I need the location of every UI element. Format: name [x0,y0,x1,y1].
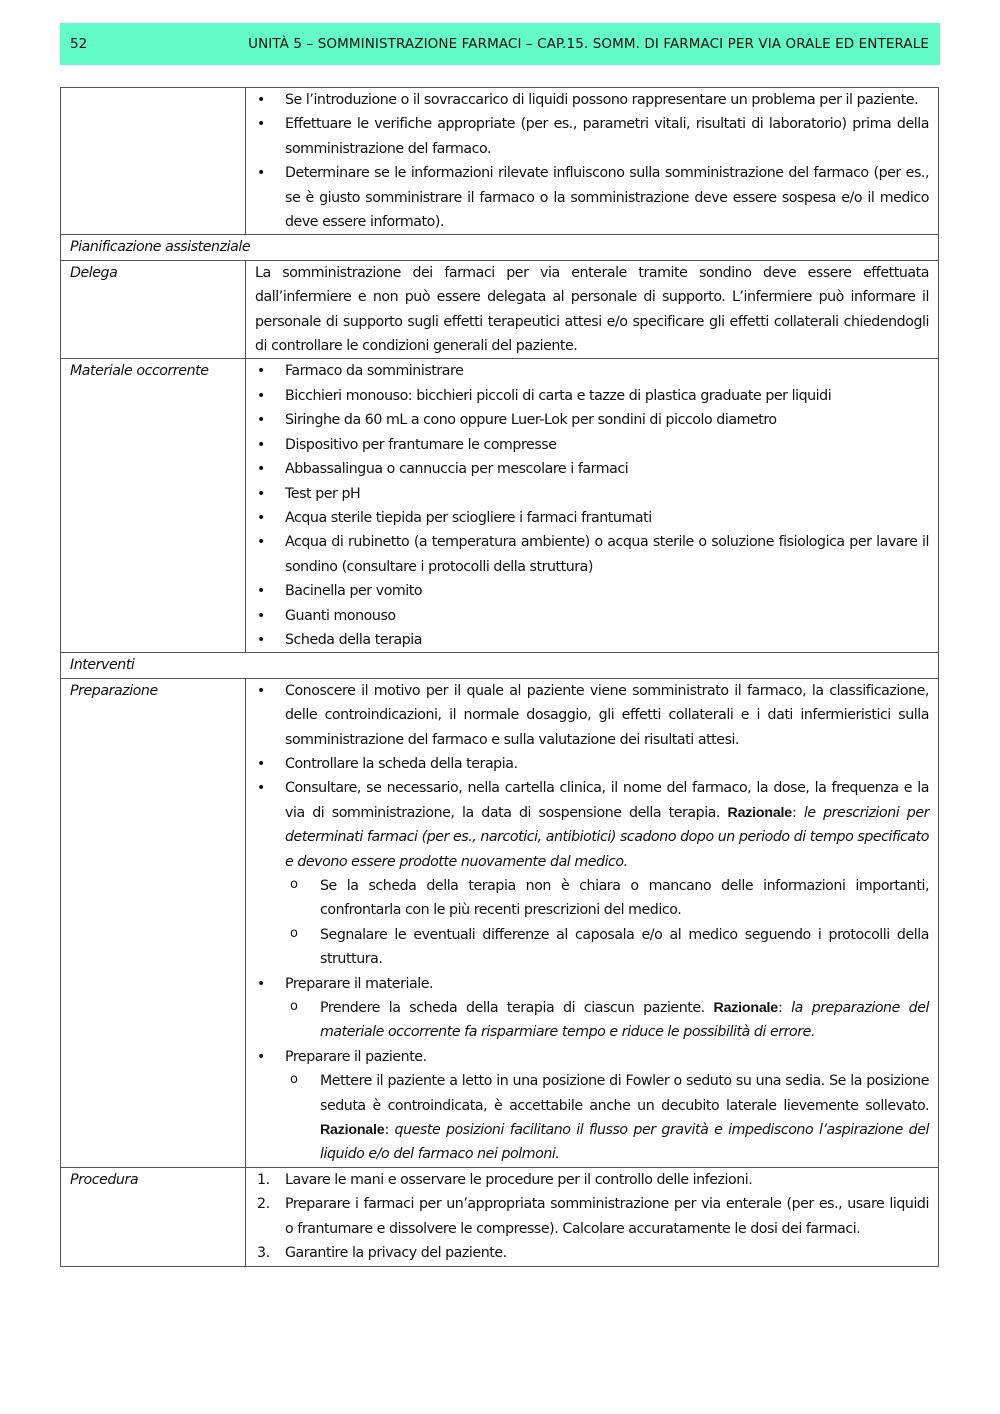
sub-list-item: o Prendere la scheda della terapia di ciascun paziente. Razionale: la preparazione del materiale occorrente fa risparmiare tempo e riduce le possibilità di errore. [255,996,929,1045]
section-heading-interventi: Interventi [61,653,939,678]
list-item: • Bicchieri monouso: bicchieri piccoli di carta e tazze di plastica graduate per liquidi [255,384,929,408]
sub-list-item: o Segnalare le eventuali differenze al caposala e/o al medico seguendo i protocolli della struttura. [255,923,929,972]
list-item: • Acqua di rubinetto (a temperatura ambiente) o acqua sterile o soluzione fisiologica per lavare il sondino (consultare i protocolli della struttura) [255,530,929,579]
delega-text: La somministrazione dei farmaci per via enterale tramite sondino deve essere effettuata dall’infermiere e non può essere delegata al personale di supporto. L’infermiere può informare il personale di supporto sugli effetti terapeutici attesi e/o specificare gli effetti collaterali chiedendogli di controllare le condizioni generali del paziente. [255,264,929,355]
list-item: • Guanti monouso [255,604,929,628]
step-text: Lavare le mani e osservare le procedure per il controllo delle infezioni. [285,1171,753,1188]
list-item: • Se l’introduzione o il sovraccarico di liquidi possono rappresentare un problema per il paziente. [255,88,929,112]
step-text: Garantire la privacy del paziente. [285,1245,507,1262]
section-heading-pianificazione: Pianificazione assistenziale [61,235,939,260]
sub-list [255,996,929,1045]
step-item [255,1241,929,1265]
list-item: • Abbassalingua o cannuccia per mescolare i farmaci [255,457,929,481]
step-item [255,1192,929,1241]
content-cell [246,1167,939,1266]
razionale-label: Razionale [727,804,792,821]
list-item: • Test per pH [255,482,929,506]
item-text: Mettere il paziente a letto in una posizione di Fowler o seduto su una sedia. Se la posizione seduta è controindicata, è accettabile anche un decubito laterale lievemente sollevato. [320,1073,929,1114]
step-text: Preparare i farmaci per un’appropriata somministrazione per via enterale (per es., usare liquidi o frantumare e dissolvere le compresse). Calcolare accuratamente le dosi dei farmaci. [285,1196,929,1237]
razionale-text: queste posizioni facilitano il flusso per gravità e impediscono l’aspirazione del liquido e/o del farmaco nei polmoni. [320,1122,929,1163]
table-row [61,1167,939,1266]
razionale-text: le prescrizioni per determinati farmaci (per es., narcotici, antibiotici) scadono dopo un periodo di tempo specificato e devono essere prodotte nuovamente dal medico. [285,804,930,870]
row-label-materiale: Materiale occorrente [61,359,246,653]
content-cell [246,678,939,1167]
materiale-list [255,359,929,652]
step-number: 3. [257,1245,270,1262]
list-item: • Scheda della terapia [255,628,929,652]
list-item: • Acqua sterile tiepida per sciogliere i farmaci frantumati [255,506,929,530]
sub-list [255,874,929,972]
sub-list [255,1069,929,1167]
page-number: 52 [70,36,88,52]
table-row [61,678,939,1167]
chapter-title: UNITÀ 5 – SOMMINISTRAZIONE FARMACI – CAP.15. SOMM. DI FARMACI PER VIA ORALE ED ENTERALE [248,36,929,52]
list-item: • Farmaco da somministrare [255,359,929,383]
item-text: Prendere la scheda della terapia di ciascun paziente. [320,1000,705,1017]
row-label-delega: Delega [61,260,246,359]
list-item [255,1045,929,1167]
list-item [255,972,929,1045]
razionale-label: Razionale [713,1000,778,1017]
step-number: 2. [257,1196,270,1213]
list-item: • Effettuare le verifiche appropriate (per es., parametri vitali, risultati di laboratorio) prima della somministrazione del farmaco. [255,112,929,161]
razionale-text: la preparazione del materiale occorrente fa risparmiare tempo e riduce le possibilità di errore. [320,1000,930,1041]
sub-list-item: o Se la scheda della terapia non è chiara o mancano delle informazioni importanti, confrontarla con le più recenti prescrizioni del medico. [255,874,929,923]
step-item [255,1168,929,1192]
table-row [61,235,939,260]
list-item: • Bacinella per vomito [255,579,929,603]
razionale-label: Razionale [320,1122,385,1139]
procedure-table [60,87,939,1267]
content-cell [246,359,939,653]
step-number: 1. [257,1171,270,1188]
list-item: • Determinare se le informazioni rilevate influiscono sulla somministrazione del farmaco (per es., se è giusto somministrare il farmaco o la somministrazione deve essere sospesa e/o il medico deve essere informato). [255,161,929,234]
assessment-list [255,88,929,234]
item-text: Preparare il paziente. [285,1048,427,1065]
item-text: Consultare, se necessario, nella cartella clinica, il nome del farmaco, la dose, la frequenza e la via di somministrazione, la data di sospensione della terapia. [285,780,929,821]
row-label-preparazione: Preparazione [61,678,246,1167]
content-cell [246,260,939,359]
sub-list-item: o Mettere il paziente a letto in una posizione di Fowler o seduto su una sedia. Se la posizione seduta è controindicata, è accettabile anche un decubito laterale lievemente sollevato. Razionale: queste posizioni facilitano il flusso per gravità e impediscono l’aspirazione del liquido e/o del farmaco nei polmoni. [255,1069,929,1167]
table-row [61,359,939,653]
page-header [60,23,940,65]
label-cell-empty [61,88,246,235]
list-item: • Consultare, se necessario, nella cartella clinica, il nome del farmaco, la dose, la frequenza e la via di somministrazione, la data di sospensione della terapia. Razionale: le prescrizioni per determinati farmaci (per es., narcotici, antibiotici) scadono dopo un periodo di tempo specificato e devono essere prodotte nuovamente dal medico. o Se la scheda della terapia non è chiara o mancano delle informazioni importanti, confrontarla con le più recenti prescrizioni del medico. o Segnalare le eventuali differenze al caposala e/o al medico seguendo i protocolli della struttura. [255,776,929,971]
table-row [61,653,939,678]
list-item: • Controllare la scheda della terapia. [255,752,929,776]
list-item: • Siringhe da 60 mL a cono oppure Luer-Lok per sondini di piccolo diametro [255,408,929,432]
list-item: • Conoscere il motivo per il quale al paziente viene somministrato il farmaco, la classificazione, delle controindicazioni, il normale dosaggio, gli effetti collaterali e i dati infermieristici sulla somministrazione del farmaco e sulla valutazione dei risultati attesi. [255,679,929,752]
item-text: Preparare il materiale. [285,975,434,992]
procedura-steps [255,1168,929,1266]
table-row [61,88,939,235]
list-item: • Dispositivo per frantumare le compresse [255,433,929,457]
preparazione-list [255,679,929,1167]
content-cell [246,88,939,235]
table-row [61,260,939,359]
row-label-procedura: Procedura [61,1167,246,1266]
